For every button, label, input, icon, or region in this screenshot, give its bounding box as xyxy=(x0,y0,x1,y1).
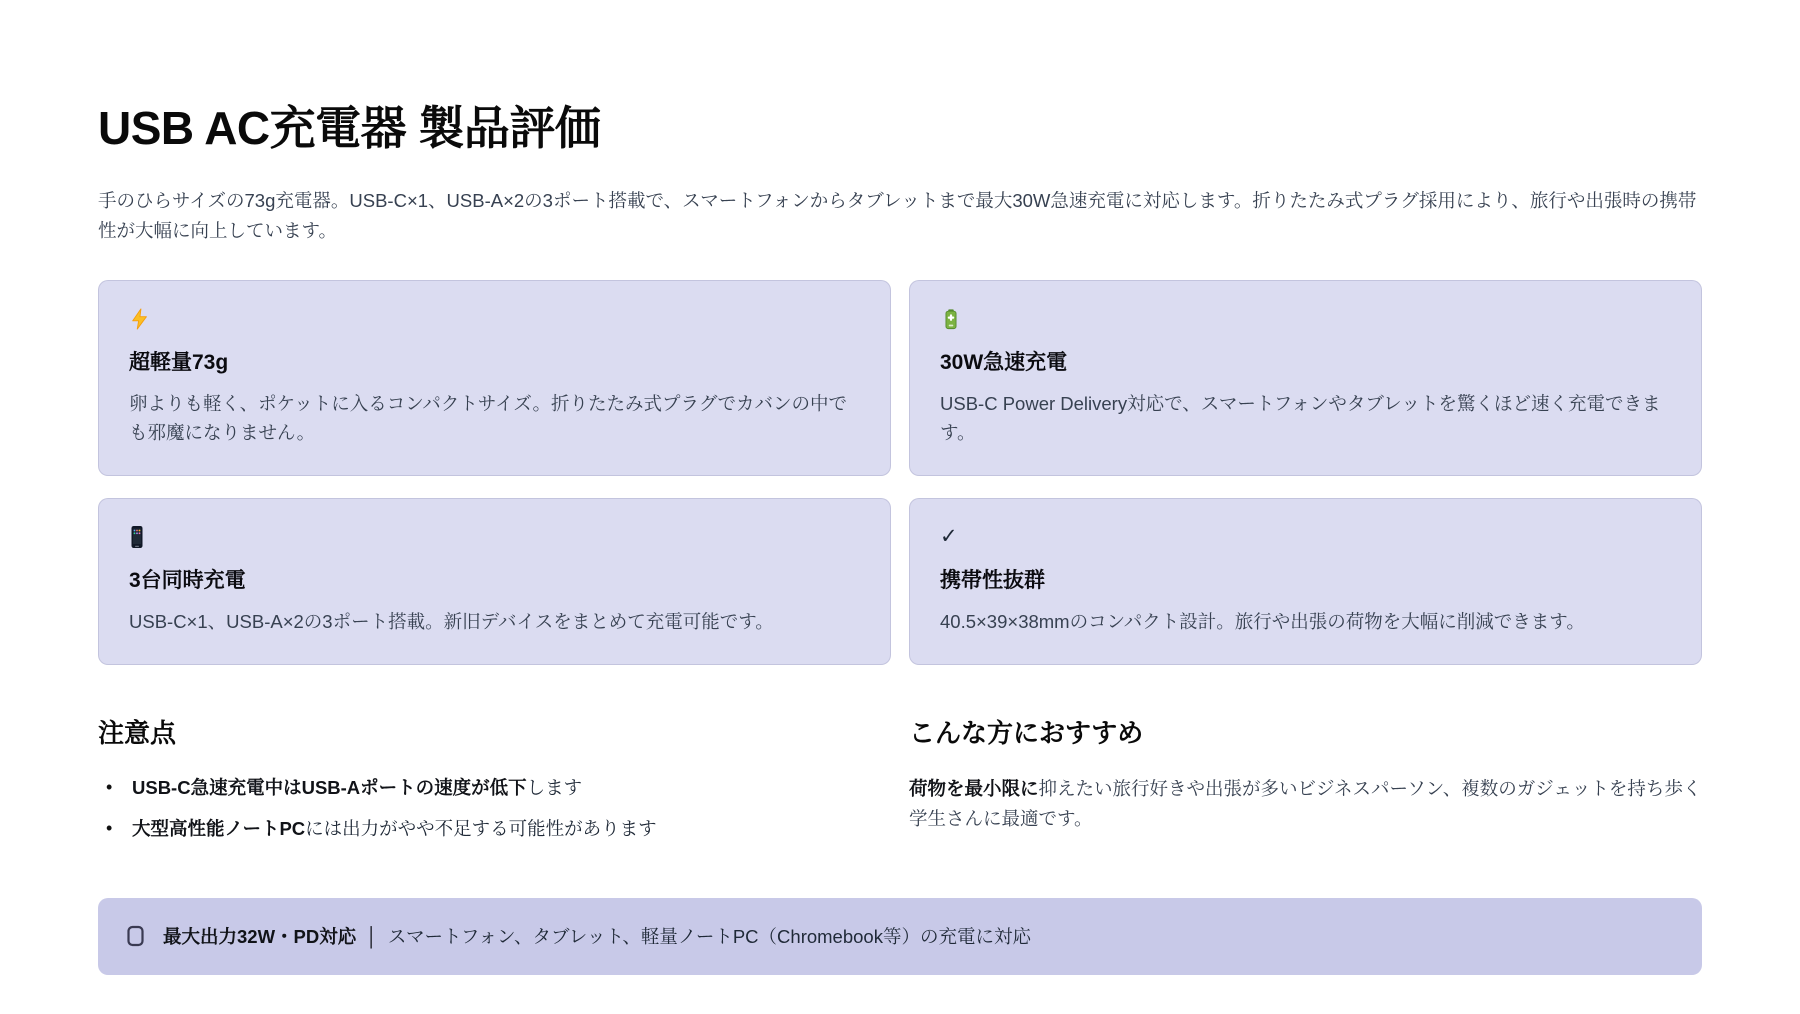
lightning-icon xyxy=(129,307,860,331)
feature-card-lightweight xyxy=(98,280,891,476)
caution-item xyxy=(106,774,891,801)
caution-rest-text: します xyxy=(526,776,583,798)
card-body: USB-C×1、USB-A×2の3ポート搭載。新旧デバイスをまとめて充電可能です。 xyxy=(129,610,774,632)
banner-text xyxy=(163,922,1031,951)
card-body: USB-C Power Delivery対応で、スマートフォンやタブレットを驚くほど速く充電できます。 xyxy=(940,392,1661,443)
cautions-section xyxy=(98,713,891,856)
content-container xyxy=(98,0,1702,975)
caution-text xyxy=(132,774,582,801)
card-body: 卵よりも軽く、ポケットに入るコンパクトサイズ。折りたたみ式プラグでカバンの中でも邪魔になりません。 xyxy=(129,392,847,443)
check-icon xyxy=(940,525,1671,549)
banner-separator: │ xyxy=(366,925,378,947)
caution-text xyxy=(132,815,657,842)
feature-card-grid xyxy=(98,280,1702,665)
bullet-icon: • xyxy=(106,776,113,797)
feature-card-portability xyxy=(909,498,1702,665)
spec-banner xyxy=(98,898,1702,975)
check-glyph: ✓ xyxy=(940,525,958,548)
card-title: 30W急速充電 xyxy=(940,350,1068,374)
recommend-section xyxy=(909,713,1702,856)
recommend-rest-text: 抑えたい旅行好きや出張が多いビジネスパーソン、複数のガジェットを持ち歩く学生さんに最適です。 xyxy=(909,777,1702,829)
caution-list xyxy=(98,774,891,842)
smartphone-icon xyxy=(129,525,860,549)
card-body: 40.5×39×38mmのコンパクト設計。旅行や出張の荷物を大幅に削減できます。 xyxy=(940,610,1585,632)
caution-rest-text: には出力がやや不足する可能性があります xyxy=(305,817,657,839)
caution-bold-text: USB-C急速充電中はUSB-Aポートの速度が低下 xyxy=(132,776,527,798)
intro-paragraph: 手のひらサイズの73g充電器。USB-C×1、USB-A×2の3ポート搭載で、スマートフォンからタブレットまで最大30W急速充電に対応します。折りたたみ式プラグ採用により、旅行や出張時の携帯性が大幅に向上しています。 xyxy=(98,189,1697,241)
cautions-heading: 注意点 xyxy=(98,717,177,748)
card-title: 携帯性抜群 xyxy=(940,568,1045,592)
caution-bold-text: 大型高性能ノートPC xyxy=(132,817,306,839)
recommend-heading: こんな方におすすめ xyxy=(909,717,1144,748)
feature-card-multi-device xyxy=(98,498,891,665)
card-title: 3台同時充電 xyxy=(129,568,246,592)
battery-icon xyxy=(940,307,1671,331)
recommend-bold-text: 荷物を最小限に xyxy=(909,777,1039,799)
recommend-text xyxy=(909,774,1702,834)
badge-outline-icon xyxy=(126,924,145,948)
feature-card-fast-charge xyxy=(909,280,1702,476)
caution-item xyxy=(106,815,891,842)
bullet-icon: • xyxy=(106,817,113,838)
page-title: USB AC充電器 製品評価 xyxy=(98,102,601,154)
card-title: 超軽量73g xyxy=(129,350,229,374)
bottom-sections xyxy=(98,713,1702,856)
banner-rest-text: スマートフォン、タブレット、軽量ノートPC（Chromebook等）の充電に対応 xyxy=(387,925,1031,947)
banner-bold-text: 最大出力32W・PD対応 xyxy=(163,925,357,947)
